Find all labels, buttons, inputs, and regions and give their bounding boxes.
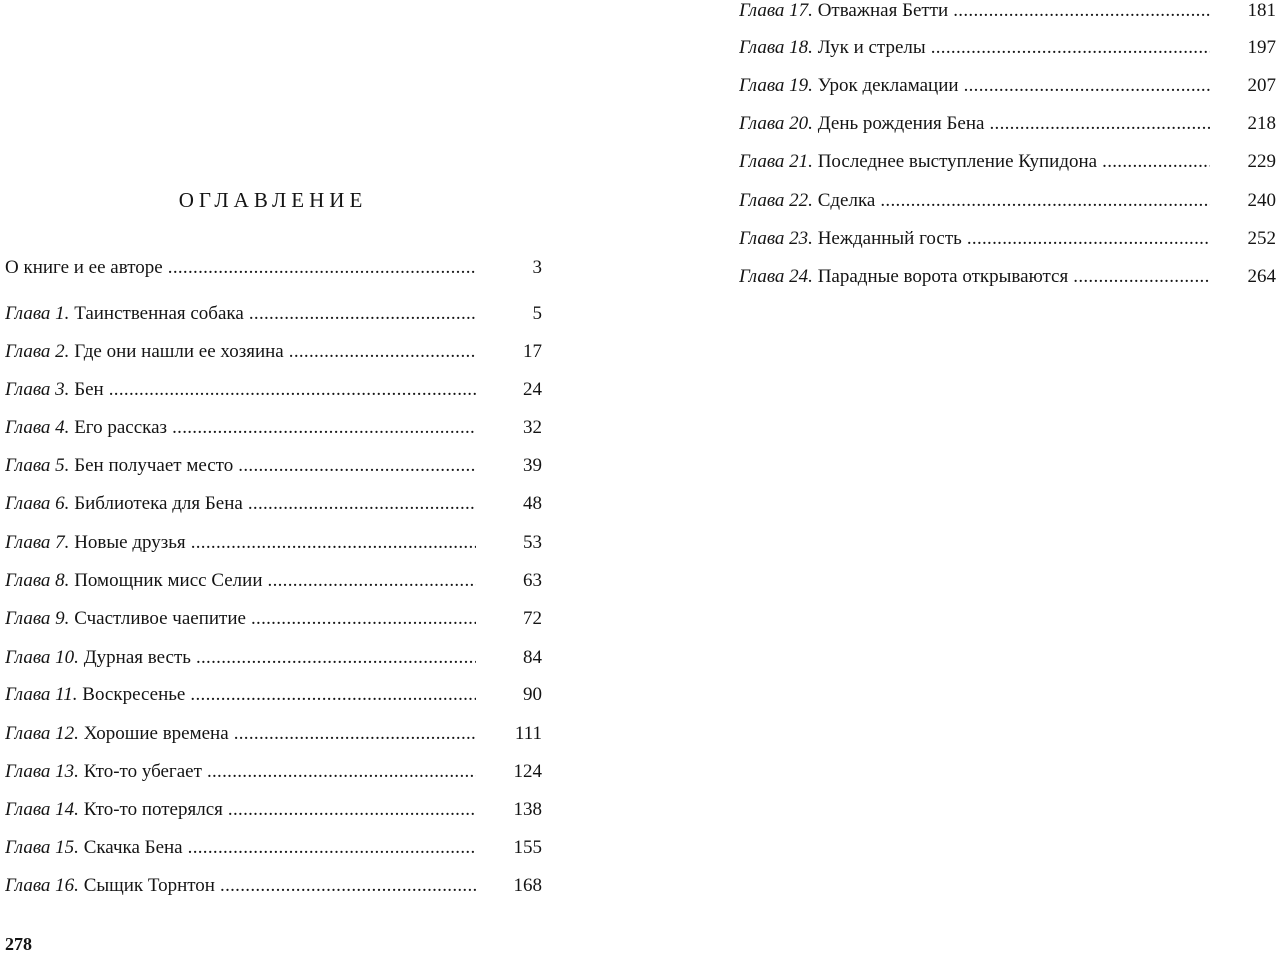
entry-label [5,415,476,441]
chapter-title: Бен получает место [74,455,234,476]
chapter-prefix: Глава 24. [739,266,813,287]
chapter-title: Кто-то потерялся [83,799,223,820]
page-ref: 32 [523,417,542,438]
chapter-title: Урок декламации [817,75,959,96]
entry-label [739,35,1210,61]
toc-entry[interactable] [5,568,542,594]
chapter-prefix: Глава 23. [739,228,813,249]
chapter-prefix: Глава 1. [5,303,70,324]
chapter-title: Воскресенье [82,684,186,705]
page-ref: 39 [523,455,542,476]
chapter-prefix: Глава 8. [5,570,70,591]
toc-entry[interactable] [739,0,1276,24]
chapter-title: Отважная Бетти [817,0,949,21]
entry-label [739,111,1210,137]
chapter-title: Парадные ворота открываются [817,266,1069,287]
page-ref: 240 [1247,190,1276,211]
chapter-prefix: Глава 3. [5,379,70,400]
toc-entry[interactable] [739,149,1276,175]
chapter-prefix: Глава 19. [739,75,813,96]
chapter-prefix: Глава 15. [5,837,79,858]
toc-entry[interactable] [5,453,542,479]
toc-entry[interactable] [5,339,542,365]
chapter-prefix: Глава 18. [739,37,813,58]
page-ref: 5 [532,303,542,324]
chapter-title: Счастливое чаепитие [74,608,246,629]
chapter-title: Хорошие времена [83,723,229,744]
page-number: 278 [5,934,32,954]
chapter-prefix: Глава 22. [739,190,813,211]
page-ref: 181 [1247,0,1276,21]
chapter-prefix: Глава 6. [5,493,70,514]
page-ref: 111 [514,723,542,744]
page-ref: 218 [1247,113,1276,134]
page-ref: 229 [1247,151,1276,172]
page-ref: 197 [1247,37,1276,58]
entry-label [5,606,476,632]
entry-label [739,188,1210,214]
entry-label [5,568,476,594]
page-ref: 90 [523,684,542,705]
page-ref: 252 [1247,228,1276,249]
toc-entry[interactable] [5,759,542,785]
chapter-prefix: Глава 21. [739,151,813,172]
page-ref: 168 [513,875,542,896]
entry-label [5,873,476,899]
toc-entry[interactable] [5,645,542,671]
toc-entry[interactable] [5,377,542,403]
chapter-title: Помощник мисс Селии [74,570,263,591]
toc-entry[interactable] [739,188,1276,214]
entry-label [5,682,476,708]
entry-label [5,797,476,823]
toc-entry[interactable] [5,682,542,708]
entry-label [5,491,476,517]
toc-entry[interactable] [5,606,542,632]
toc-entry[interactable] [5,255,542,281]
entry-label [5,339,476,365]
entry-label [5,301,476,327]
entry-label [5,721,476,747]
entry-label [5,759,476,785]
toc-entry[interactable] [5,301,542,327]
entry-label [739,226,1210,252]
entry-label [739,0,1210,24]
chapter-title: Дурная весть [83,647,191,668]
toc-entry[interactable] [739,264,1276,290]
chapter-title: Бен [74,379,104,400]
page-ref: 264 [1247,266,1276,287]
chapter-prefix: Глава 7. [5,532,70,553]
chapter-prefix: Глава 9. [5,608,70,629]
entry-label [739,264,1210,290]
entry-label [5,835,476,861]
toc-entry[interactable] [5,415,542,441]
chapter-prefix: Глава 20. [739,113,813,134]
chapter-title: Сделка [817,190,876,211]
chapter-prefix: Глава 10. [5,647,79,668]
chapter-prefix: Глава 17. [739,0,813,21]
toc-entry[interactable] [739,111,1276,137]
toc-entry[interactable] [739,35,1276,61]
page-ref: 17 [523,341,542,362]
chapter-title: Сыщик Торнтон [83,875,215,896]
chapter-prefix: Глава 12. [5,723,79,744]
toc-entry[interactable] [5,873,542,899]
toc-entry[interactable] [5,491,542,517]
chapter-title: Новые друзья [74,532,186,553]
chapter-prefix: Глава 16. [5,875,79,896]
chapter-prefix: Глава 5. [5,455,70,476]
chapter-prefix: Глава 2. [5,341,70,362]
page-ref: 48 [523,493,542,514]
entry-label [5,530,476,556]
toc-entry[interactable] [739,226,1276,252]
chapter-prefix: Глава 11. [5,684,78,705]
page-ref: 63 [523,570,542,591]
toc-entry[interactable] [739,73,1276,99]
entry-label [739,149,1210,175]
entry-label [5,453,476,479]
chapter-title: Кто-то убегает [83,761,202,782]
chapter-title: Таинственная собака [74,303,244,324]
chapter-prefix: Глава 13. [5,761,79,782]
chapter-prefix: Глава 4. [5,417,70,438]
page-ref: 84 [523,647,542,668]
chapter-prefix: Глава 14. [5,799,79,820]
entry-label [5,255,476,281]
chapter-title: Лук и стрелы [817,37,926,58]
entry-label [739,73,1210,99]
chapter-title: Скачка Бена [83,837,183,858]
entry-label [5,377,476,403]
page-ref: 124 [513,761,542,782]
chapter-title: Нежданный гость [817,228,962,249]
page-ref: 72 [523,608,542,629]
toc-entry[interactable] [5,835,542,861]
chapter-title: Его рассказ [74,417,168,438]
toc-entry[interactable] [5,797,542,823]
toc-entry[interactable] [5,530,542,556]
page-ref: 3 [532,257,542,278]
page-ref: 155 [513,837,542,858]
chapter-title: О книге и ее авторе [5,257,163,278]
page-ref: 207 [1247,75,1276,96]
page-ref: 24 [523,379,542,400]
entry-label [5,645,476,671]
chapter-title: День рождения Бена [817,113,985,134]
chapter-title: Где они нашли ее хозяина [74,341,284,362]
page-ref: 138 [513,799,542,820]
toc-entry[interactable] [5,721,542,747]
toc-title: ОГЛАВЛЕНИЕ [178,188,368,212]
chapter-title: Последнее выступление Купидона [817,151,1098,172]
page-ref: 53 [523,532,542,553]
chapter-title: Библиотека для Бена [74,493,243,514]
